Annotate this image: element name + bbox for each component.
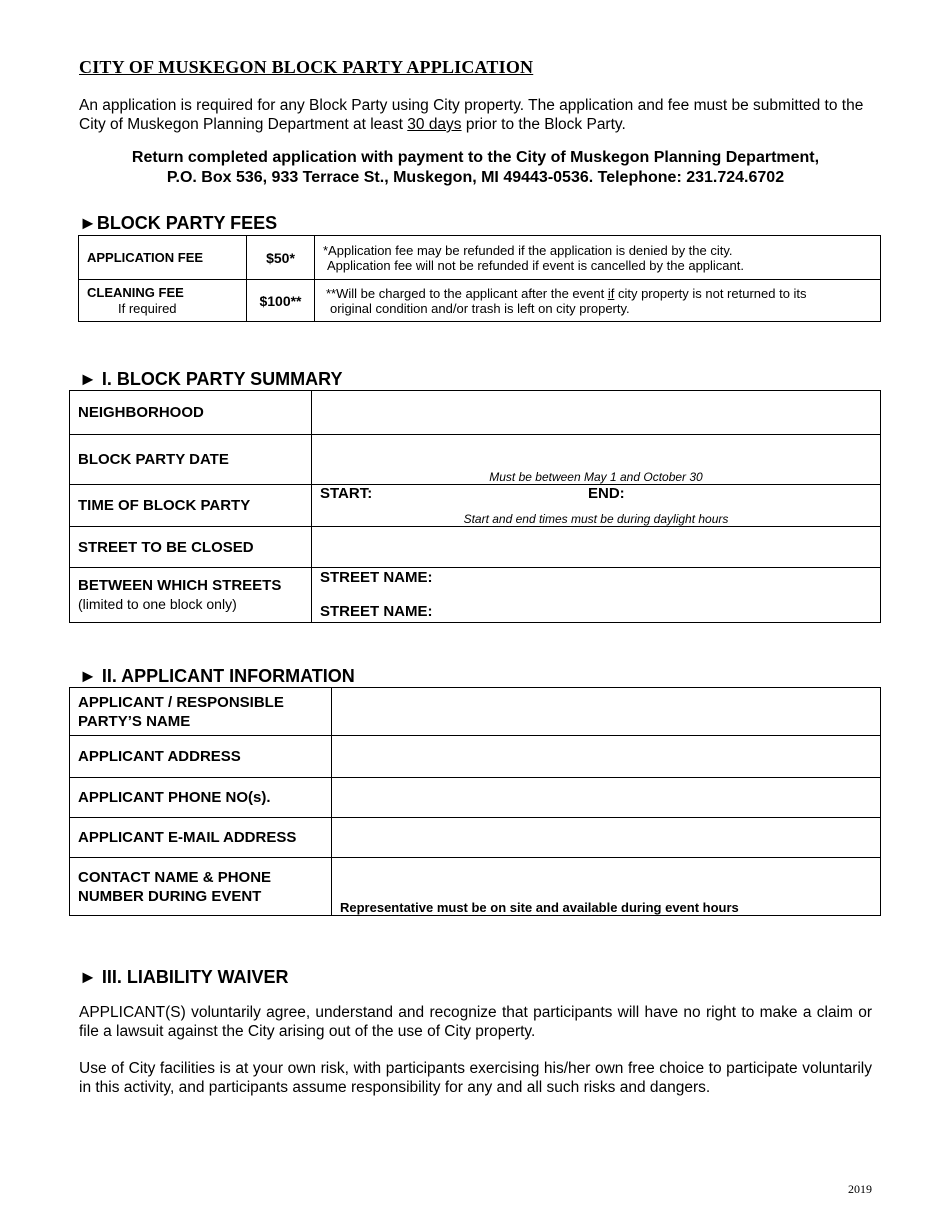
summary-row-between [70, 568, 881, 623]
fee-row-application [79, 236, 881, 280]
applicant-heading: ► II. APPLICANT INFORMATION [79, 666, 355, 686]
street-field[interactable] [312, 527, 881, 568]
return-line-1: Return completed application with payment to the City of Muskegon Planning Department, [131, 149, 820, 166]
street-label: STREET TO BE CLOSED [70, 527, 312, 568]
return-line-2: P.O. Box 536, 933 Terrace St., Muskegon, MI 49443-0536. Telephone: 231.724.6702 [166, 169, 785, 186]
intro-paragraph [79, 96, 879, 134]
date-field[interactable] [312, 435, 881, 485]
cleaning-fee-note [315, 280, 881, 322]
summary-row-date [70, 435, 881, 485]
fees-table [78, 235, 881, 322]
name-label-line-1: APPLICANT / RESPONSIBLE [78, 693, 284, 711]
application-fee-note [315, 236, 881, 280]
summary-row-neighborhood [70, 391, 881, 435]
intro-text-1: An application is required for any Block Party using City property. The application and fee must be submitted to the City of Muskegon Planning Department at least [79, 97, 864, 133]
name-field[interactable] [332, 688, 881, 736]
applicant-row-phone [70, 778, 881, 818]
contact-label [70, 858, 332, 916]
waiver-paragraph-1: APPLICANT(S) voluntarily agree, understand and recognize that participants will have no right to make a claim or file a lawsuit against the City arising out of the use of City property. [79, 1004, 872, 1040]
summary-table [69, 390, 881, 623]
between-field[interactable] [312, 568, 881, 623]
intro-deadline: 30 days [407, 116, 462, 133]
cleaning-fee-sub: If required [118, 300, 177, 316]
cleaning-note-text-b: city property is not returned to its [614, 285, 807, 301]
applicant-row-name [70, 688, 881, 736]
summary-row-time [70, 485, 881, 527]
summary-row-street [70, 527, 881, 568]
date-note: Must be between May 1 and October 30 [489, 470, 703, 484]
cleaning-fee-note-2: original condition and/or trash is left on city property. [330, 300, 630, 316]
end-label: END: [588, 485, 625, 502]
form-year: 2019 [848, 1182, 872, 1196]
application-fee-amount: $50* [247, 236, 315, 280]
cleaning-fee-label: CLEANING FEE [87, 284, 184, 300]
fee-row-cleaning [79, 280, 881, 322]
time-label: TIME OF BLOCK PARTY [70, 485, 312, 527]
fees-heading: ►BLOCK PARTY FEES [79, 213, 278, 233]
cleaning-fee-amount: $100** [247, 280, 315, 322]
contact-field[interactable] [332, 858, 881, 916]
cleaning-note-text-a: **Will be charged to the applicant after the event [326, 285, 608, 301]
name-label-line-2: PARTY’S NAME [78, 712, 191, 730]
cleaning-note-if: if [607, 285, 615, 301]
application-fee-note-1: *Application fee may be refunded if the application is denied by the city. [323, 242, 733, 258]
between-cell [70, 568, 312, 623]
name-label [70, 688, 332, 736]
applicant-row-address [70, 736, 881, 778]
address-field[interactable] [332, 736, 881, 778]
between-label: BETWEEN WHICH STREETS [78, 577, 282, 594]
start-label: START: [320, 485, 373, 502]
summary-heading: ► I. BLOCK PARTY SUMMARY [79, 369, 343, 389]
page-title: CITY OF MUSKEGON BLOCK PARTY APPLICATION [79, 57, 534, 77]
return-instructions [79, 148, 872, 188]
waiver-paragraph-2: Use of City facilities is at your own risk, with participants exercising his/her own free choice to participate voluntarily in this activity, and participants assume responsibility for any and all such risks and dangers. [79, 1060, 872, 1096]
time-field[interactable] [312, 485, 881, 527]
application-fee-label: APPLICATION FEE [79, 236, 247, 280]
street-name-1-label: STREET NAME: [320, 569, 433, 586]
email-field[interactable] [332, 818, 881, 858]
applicant-row-contact [70, 858, 881, 916]
applicant-table [69, 687, 881, 916]
phone-label: APPLICANT PHONE NO(s). [70, 778, 332, 818]
time-note: Start and end times must be during daylight hours [463, 512, 729, 526]
waiver-heading: ► III. LIABILITY WAIVER [79, 967, 289, 987]
neighborhood-label: NEIGHBORHOOD [70, 391, 312, 435]
cleaning-fee-note-1 [326, 286, 880, 301]
applicant-row-email [70, 818, 881, 858]
date-label: BLOCK PARTY DATE [70, 435, 312, 485]
phone-field[interactable] [332, 778, 881, 818]
intro-text-2: prior to the Block Party. [461, 116, 626, 133]
street-name-2-label: STREET NAME: [320, 603, 433, 620]
email-label: APPLICANT E-MAIL ADDRESS [70, 818, 332, 858]
cleaning-fee-cell [79, 280, 247, 322]
neighborhood-field[interactable] [312, 391, 881, 435]
application-fee-note-2: Application fee will not be refunded if event is cancelled by the applicant. [327, 257, 744, 273]
contact-note: Representative must be on site and available during event hours [340, 900, 739, 915]
address-label: APPLICANT ADDRESS [70, 736, 332, 778]
between-sub: (limited to one block only) [78, 596, 237, 612]
contact-label-line-1: CONTACT NAME & PHONE [78, 868, 272, 886]
contact-label-line-2: NUMBER DURING EVENT [78, 887, 262, 905]
